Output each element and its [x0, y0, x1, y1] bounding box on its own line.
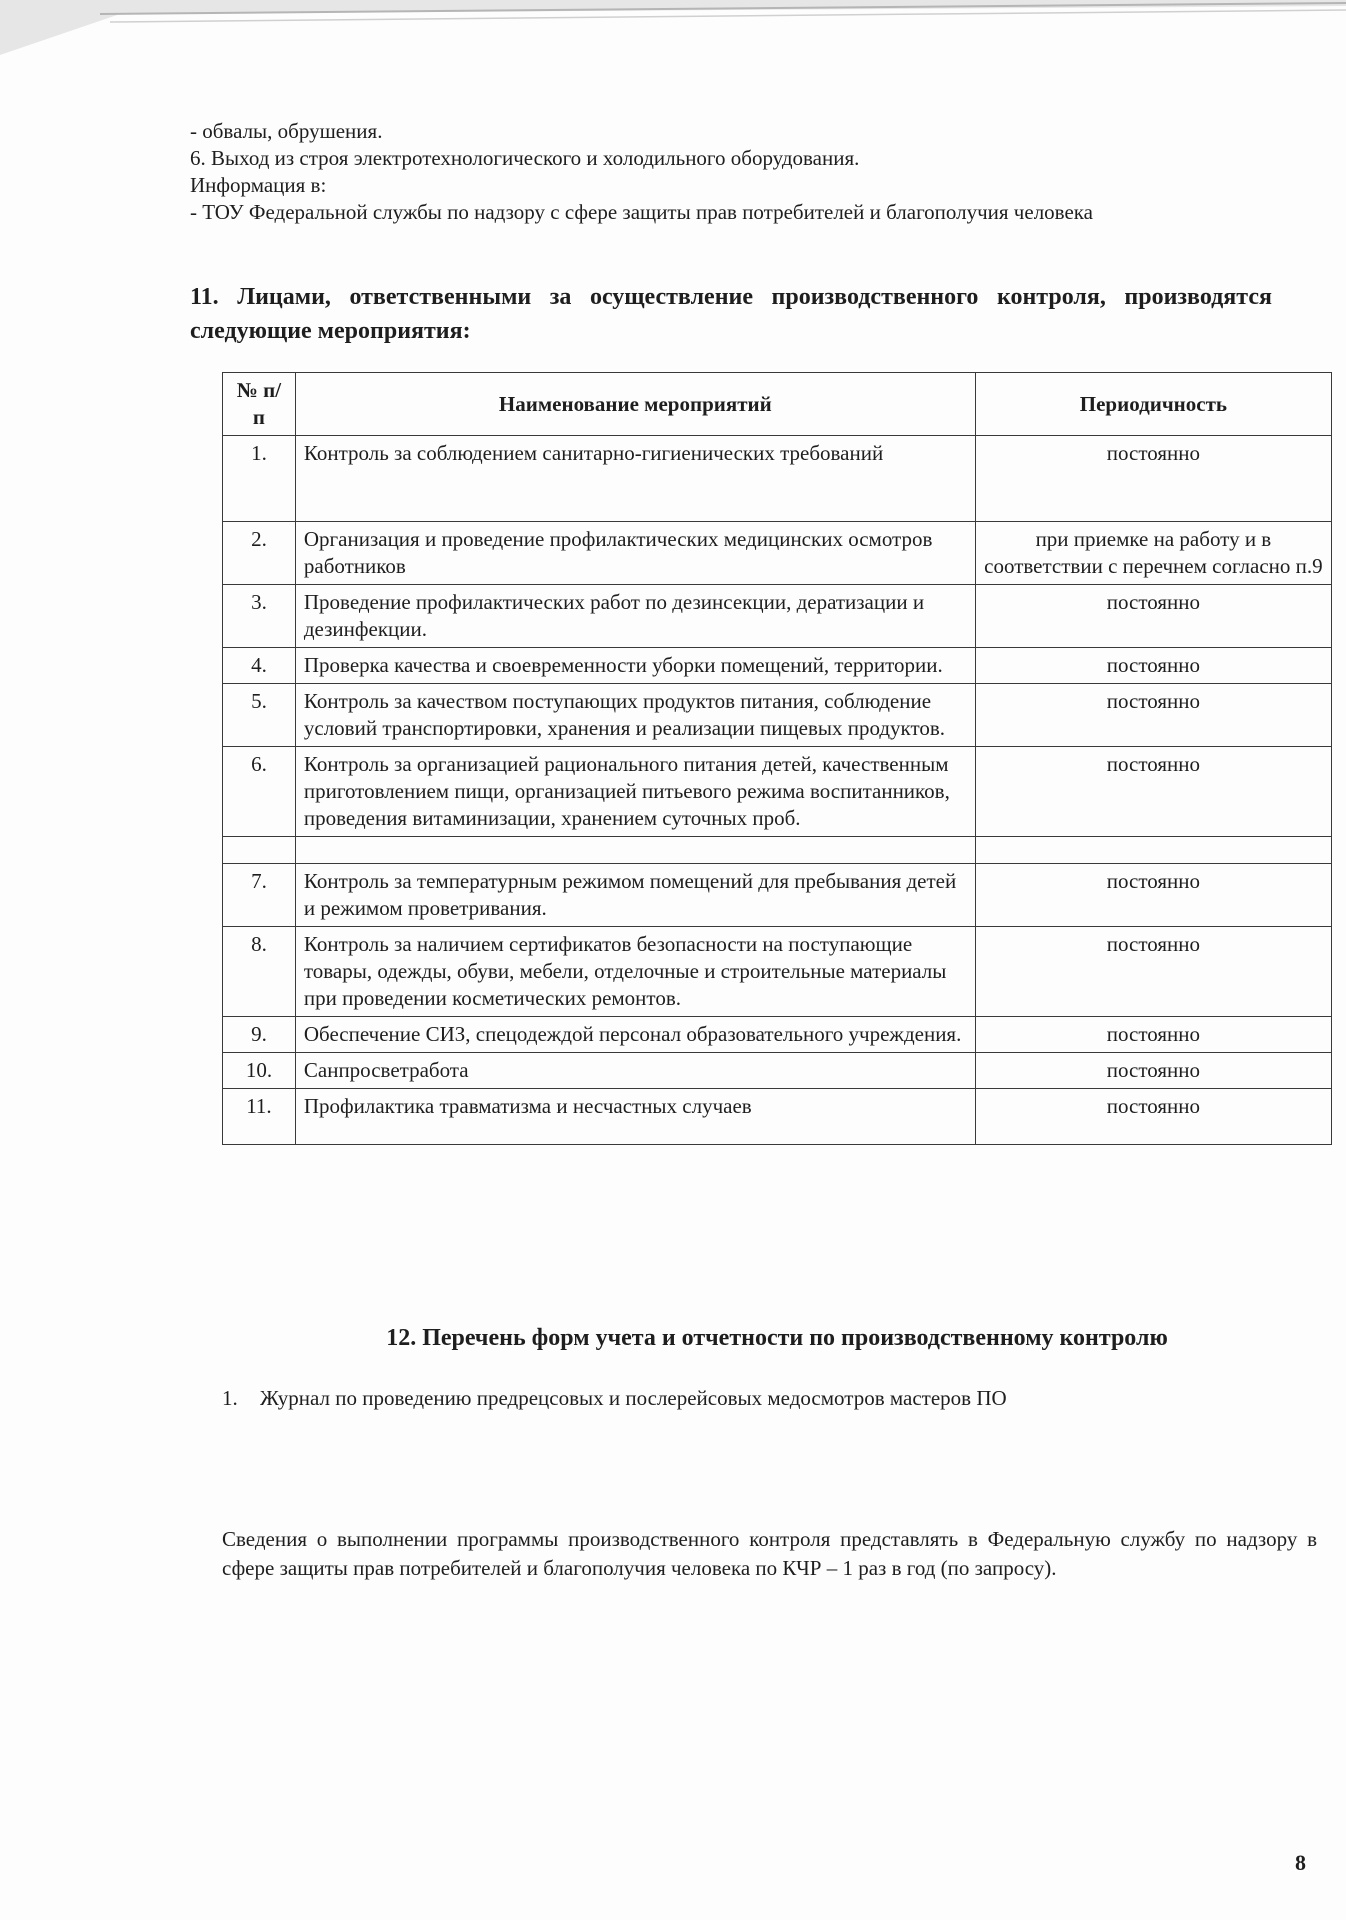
- spacer-cell: [975, 837, 1331, 864]
- table-row: [223, 864, 1332, 927]
- table-row: [223, 436, 1332, 522]
- spacer-cell: [223, 837, 296, 864]
- row-period: постоянно: [975, 864, 1331, 927]
- table-row: [223, 1017, 1332, 1053]
- row-number: 4.: [223, 648, 296, 684]
- row-name: Проверка качества и своевременности уборки помещений, территории.: [295, 648, 975, 684]
- intro-text: [190, 118, 1272, 226]
- table-row: [223, 684, 1332, 747]
- section-12-heading: 12. Перечень форм учета и отчетности по производственному контролю: [386, 1325, 1168, 1351]
- table-row: [223, 747, 1332, 837]
- row-period: постоянно: [975, 436, 1331, 522]
- control-measures-table: [222, 372, 1332, 1145]
- list-item-text: Журнал по проведению предрецсовых и послерейсовых медосмотров мастеров ПО: [260, 1386, 1007, 1410]
- list-item-number: 1.: [222, 1386, 238, 1410]
- row-period: постоянно: [975, 648, 1331, 684]
- row-name: Профилактика травматизма и несчастных случаев: [295, 1089, 975, 1145]
- header-number: № п/п: [223, 373, 296, 436]
- table-spacer-row: [223, 837, 1332, 864]
- section-11-heading: 11. Лицами, ответственными за осуществление производственного контроля, производятся следующие мероприятия:: [190, 284, 1272, 344]
- row-number: 7.: [223, 864, 296, 927]
- row-number: 1.: [223, 436, 296, 522]
- row-period: постоянно: [975, 1089, 1331, 1145]
- closing-paragraph: Сведения о выполнении программы производственного контроля представлять в Федеральную службу по надзору в сфере защиты прав потребителей и благополучия человека по КЧР – 1 раз в год (по запросу).: [222, 1527, 1317, 1580]
- row-number: 10.: [223, 1053, 296, 1089]
- row-period: постоянно: [975, 1053, 1331, 1089]
- row-number: 5.: [223, 684, 296, 747]
- forms-list: [222, 1385, 1332, 1412]
- header-period: Периодичность: [975, 373, 1331, 436]
- row-number: 8.: [223, 927, 296, 1017]
- intro-line-2: 6. Выход из строя электротехнологического и холодильного оборудования.: [190, 146, 860, 170]
- row-name: Проведение профилактических работ по дезинсекции, дератизации и дезинфекции.: [295, 585, 975, 648]
- row-name: Контроль за наличием сертификатов безопасности на поступающие товары, одежды, обуви, мебели, отделочные и строительные материалы при проведении косметических ремонтов.: [295, 927, 975, 1017]
- page-number: 8: [1295, 1850, 1306, 1875]
- row-name: Контроль за соблюдением санитарно-гигиенических требований: [295, 436, 975, 522]
- row-period: постоянно: [975, 684, 1331, 747]
- table-row: [223, 927, 1332, 1017]
- row-period: постоянно: [975, 585, 1331, 648]
- row-number: 3.: [223, 585, 296, 648]
- row-name: Контроль за качеством поступающих продуктов питания, соблюдение условий транспортировки, хранения и реализации пищевых продуктов.: [295, 684, 975, 747]
- scan-edge-shadow: [0, 0, 1346, 60]
- table-row: [223, 648, 1332, 684]
- row-number: 2.: [223, 522, 296, 585]
- table-row: [223, 585, 1332, 648]
- row-period: постоянно: [975, 927, 1331, 1017]
- list-item: [222, 1385, 1332, 1412]
- intro-info-target: - ТОУ Федеральной службы по надзору с сфере защиты прав потребителей и благополучия человека: [190, 200, 1093, 224]
- intro-line-3: Информация в:: [190, 173, 327, 197]
- intro-line-1: - обвалы, обрушения.: [190, 119, 383, 143]
- table-row: [223, 1089, 1332, 1145]
- header-name: Наименование мероприятий: [295, 373, 975, 436]
- table-header-row: [223, 373, 1332, 436]
- spacer-cell: [295, 837, 975, 864]
- row-name: Контроль за организацией рационального питания детей, качественным приготовлением пищи, организацией питьевого режима воспитанников, проведения витаминизации, хранением суточных проб.: [295, 747, 975, 837]
- row-period: при приемке на работу и в соответствии с перечнем согласно п.9: [975, 522, 1331, 585]
- row-number: 6.: [223, 747, 296, 837]
- row-period: постоянно: [975, 1017, 1331, 1053]
- row-period: постоянно: [975, 747, 1331, 837]
- row-name: Обеспечение СИЗ, спецодеждой персонал образовательного учреждения.: [295, 1017, 975, 1053]
- row-name: Организация и проведение профилактических медицинских осмотров работников: [295, 522, 975, 585]
- table-row: [223, 522, 1332, 585]
- row-number: 9.: [223, 1017, 296, 1053]
- table-row: [223, 1053, 1332, 1089]
- row-name: Санпросветработа: [295, 1053, 975, 1089]
- row-name: Контроль за температурным режимом помещений для пребывания детей и режимом проветривания.: [295, 864, 975, 927]
- row-number: 11.: [223, 1089, 296, 1145]
